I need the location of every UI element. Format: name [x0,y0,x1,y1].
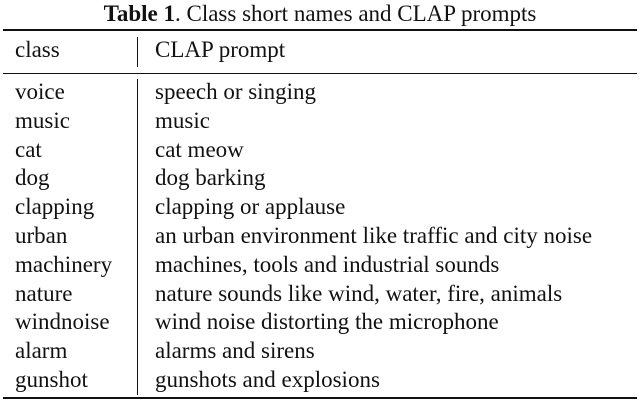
table-row [0,193,640,222]
prompt-cell: cat meow [155,136,244,162]
table-row [0,308,640,337]
prompt-cell: wind noise distorting the microphone [155,309,499,335]
class-cell: gunshot [15,366,88,392]
table-caption-text: . Class short names and CLAP prompts [174,1,537,26]
header-separator-rule [3,73,637,74]
class-cell: machinery [15,251,113,277]
class-cell: clapping [15,194,95,220]
class-cell: cat [15,136,42,162]
table-row [0,78,640,107]
table-row [0,222,640,251]
table-caption [0,0,640,28]
class-cell: windnoise [15,309,110,335]
class-cell: urban [15,222,68,248]
class-cell: dog [15,165,50,191]
prompt-cell: gunshots and explosions [155,366,380,392]
prompt-cell: machines, tools and industrial sounds [155,251,500,277]
column-header-clap-prompt: CLAP prompt [155,37,286,62]
prompt-cell: speech or singing [155,79,316,104]
prompt-cell: an urban environment like traffic and city noise [155,222,593,248]
table-row [0,337,640,366]
table-caption-label: Table 1 [103,1,175,26]
prompt-cell: alarms and sirens [155,338,315,364]
prompt-cell: nature sounds like wind, water, fire, animals [155,280,563,306]
table-row [0,136,640,165]
class-cell: voice [15,79,65,104]
prompt-cell: clapping or applause [155,194,346,220]
table-row [0,251,640,280]
class-cell: nature [15,280,73,306]
table-top-rule [3,29,637,31]
table-row [0,366,640,395]
table-row [0,164,640,193]
class-cell: alarm [15,338,68,364]
table-row [0,107,640,136]
table-bottom-rule [3,397,637,399]
table-row [0,280,640,309]
class-cell: music [15,107,70,133]
column-header-class: class [15,37,60,62]
prompt-cell: dog barking [155,165,266,191]
table-body [0,78,640,395]
prompt-cell: music [155,107,210,133]
header-column-divider [137,37,138,67]
